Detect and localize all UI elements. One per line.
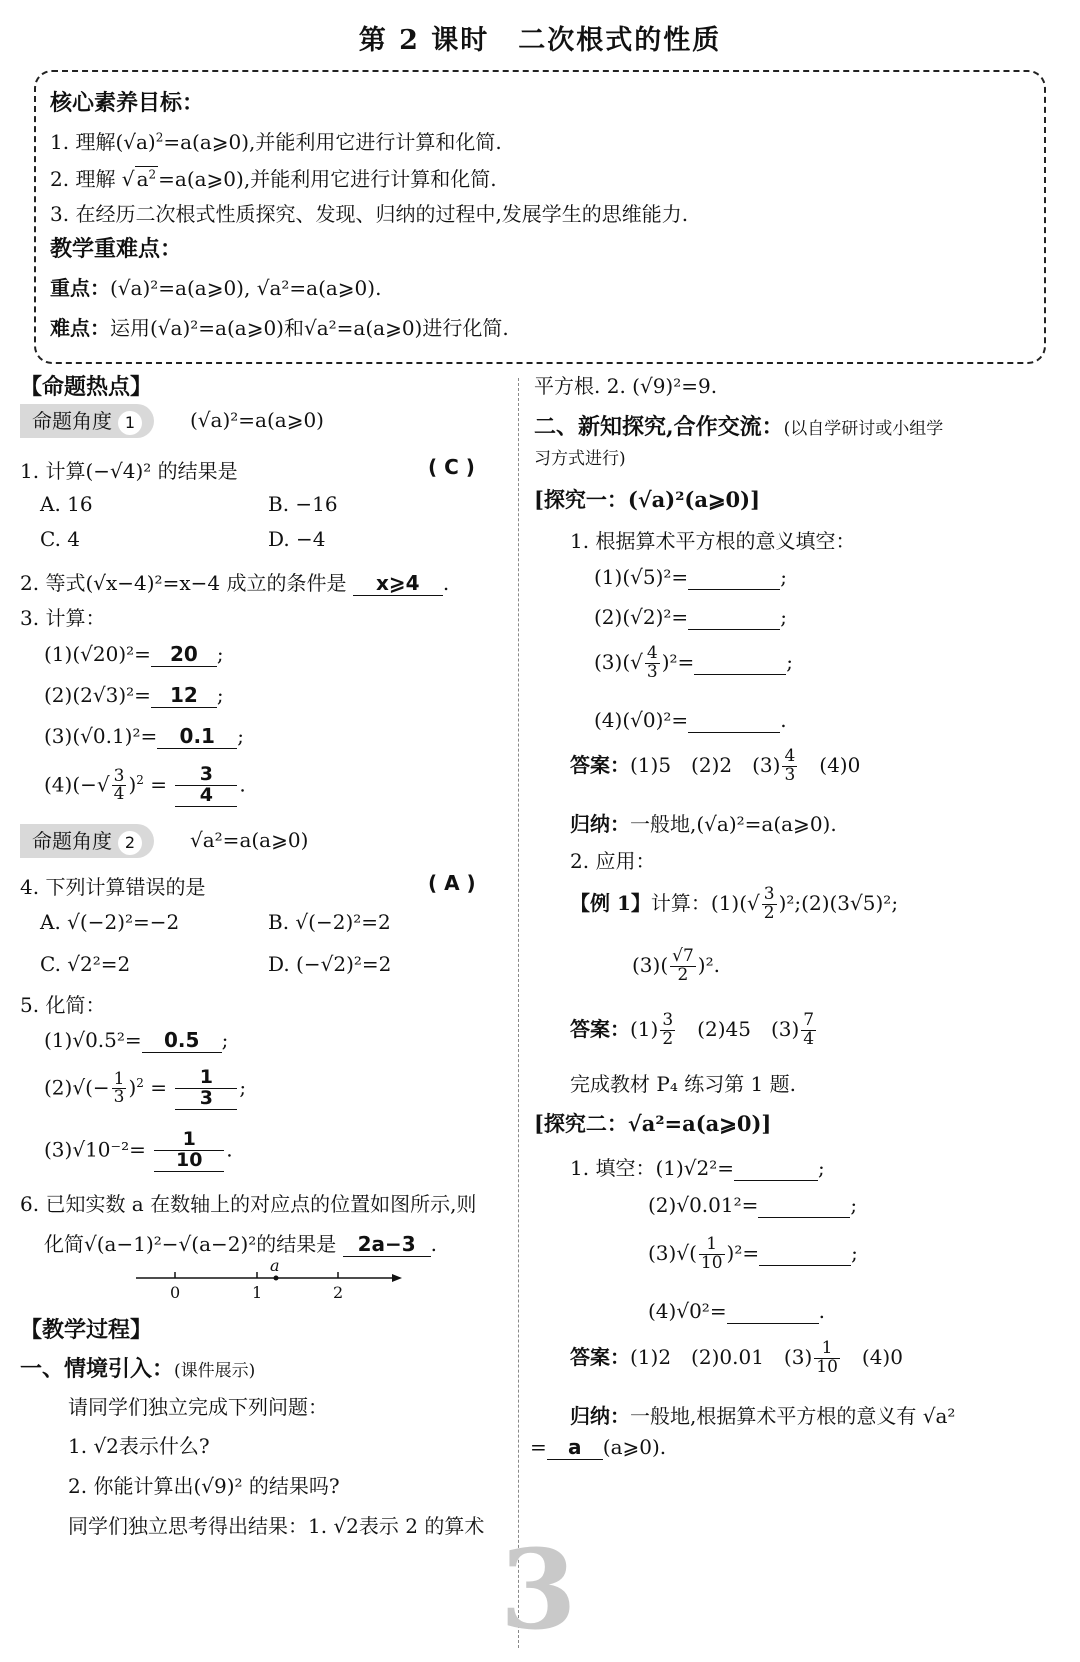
goal-3: 3. 在经历二次根式性质探究、发现、归纳的过程中,发展学生的思维能力.	[50, 202, 689, 226]
q4-option-b: B. √(−2)²=2	[268, 910, 391, 934]
q4-option-c: C. √2²=2	[40, 952, 131, 976]
q1-text: 1. 计算(−√4)² 的结果是	[20, 459, 238, 483]
q6-answer: 2a−3	[343, 1232, 431, 1257]
numline-label-2: 2	[333, 1283, 344, 1302]
hot-heading: 【命题热点】	[20, 374, 153, 400]
explore-2-heading: [探究二：√a²=a(a⩾0)]	[534, 1111, 772, 1136]
apply-heading: 2. 应用：	[570, 849, 656, 873]
explore-2-item-1: 1. 填空：(1)√2²= ;	[570, 1156, 825, 1180]
q3-text: 3. 计算：	[20, 606, 106, 630]
q5-text: 5. 化简：	[20, 993, 106, 1017]
key-point: 重点：(√a)²=a(a⩾0), √a²=a(a⩾0).	[50, 276, 382, 300]
example-1: 【例 1】计算：(1)(√ $\frac{3}{2}$ )²;(2)(3√5)²;	[570, 884, 899, 923]
explore-1-item-3: (3)(√ $\frac{4}{3}$ )²= ;	[594, 643, 794, 682]
numline-label-1: 1	[252, 1283, 263, 1302]
angle-2-badge: 命题角度 2	[20, 824, 154, 858]
explore-2-item-2: (2)√0.01²= ;	[648, 1193, 858, 1217]
q3-3: (3)(√0.1)²= 0.1 ;	[44, 724, 245, 748]
summary-2-answer: a	[547, 1435, 603, 1460]
numline-label-0: 0	[170, 1283, 181, 1302]
intro-p2: 1. √2表示什么?	[68, 1434, 210, 1458]
explore-1-heading: [探究一：(√a)²(a⩾0)]	[534, 487, 761, 512]
angle-1-badge: 命题角度 1	[20, 404, 154, 438]
q4-answer: ( A )	[428, 871, 476, 895]
goals-heading: 核心素养目标：	[50, 90, 205, 116]
q5-1: (1)√0.5²= 0.5 ;	[44, 1028, 229, 1052]
summary-2: 归纳：一般地,根据算术平方根的意义有 √a²	[570, 1404, 956, 1428]
summary-1: 归纳：一般地,(√a)²=a(a⩾0).	[570, 812, 837, 836]
q4-text: 4. 下列计算错误的是	[20, 875, 206, 899]
q1-option-d: D. −4	[268, 527, 326, 551]
angle-2-formula: √a²=a(a⩾0)	[190, 828, 309, 852]
numline-label-a: a	[270, 1256, 280, 1275]
explore-2-item-3: (3)√( $\frac{1}{10}$ )²= ;	[648, 1234, 858, 1273]
q3-4: (4)(−√ $\frac{3}{4}$ )$^2$ = $\frac{3}{4}$ .	[44, 763, 246, 806]
page-title: 第 2 课时 二次根式的性质	[358, 25, 722, 56]
angle-1-formula: (√a)²=a(a⩾0)	[190, 408, 324, 432]
explore-1-item-2: (2)(√2)²= ;	[594, 605, 787, 629]
page-number: 3	[500, 1525, 577, 1654]
goal-1: 1. 理解$(√a)^2=a(a⩾0)$,并能利用它进行计算和化简.	[50, 130, 502, 154]
difficulty-heading: 教学重难点：	[50, 236, 183, 262]
q1-answer: ( C )	[428, 455, 475, 479]
q6-line2: 化简√(a−1)²−√(a−2)²的结果是 2a−3 .	[44, 1232, 438, 1256]
explore-1-item-4: (4)(√0)²= .	[594, 708, 787, 732]
q4-option-a: A. √(−2)²=−2	[40, 910, 180, 934]
new-knowledge-note: 习方式进行)	[534, 449, 626, 469]
explore-1-item-1: (1)(√5)²= ;	[594, 565, 787, 589]
right-continuation: 平方根. 2. (√9)²=9.	[534, 374, 718, 398]
new-knowledge-heading: 二、新知探究,合作交流：(以自学研讨或小组学	[534, 414, 944, 440]
intro-p4: 同学们独立思考得出结果：1. √2表示 2 的算术	[68, 1514, 485, 1538]
explore-2-answer: 答案：(1)2 (2)0.01 (3) $\frac{1}{10}$ (4)0	[570, 1338, 903, 1377]
intro-p1: 请同学们独立完成下列问题：	[68, 1395, 328, 1419]
process-heading: 【教学过程】	[20, 1317, 153, 1343]
intro-p3: 2. 你能计算出(√9)² 的结果吗?	[68, 1474, 340, 1498]
explore-1-answer: 答案：(1)5 (2)2 (3) $\frac{4}{3}$ (4)0	[570, 746, 861, 785]
column-divider	[518, 378, 519, 1648]
q1-option-b: B. −16	[268, 492, 338, 516]
summary-2-result: = a (a⩾0).	[530, 1435, 667, 1459]
q5-3: (3)√10⁻²= $\frac{1}{10}$ .	[44, 1128, 233, 1171]
q5-2: (2)√(− $\frac{1}{3}$ )$^2$ = $\frac{1}{3}$ ;	[44, 1066, 247, 1109]
q2-answer: x⩾4	[353, 571, 443, 596]
explore-1-question: 1. 根据算术平方根的意义填空：	[570, 529, 856, 553]
hard-point: 难点：运用(√a)²=a(a⩾0)和√a²=a(a⩾0)进行化简.	[50, 316, 509, 340]
point-a	[274, 1276, 279, 1281]
q4-option-d: D. (−√2)²=2	[268, 952, 392, 976]
textbook-exercise: 完成教材 P₄ 练习第 1 题.	[570, 1072, 796, 1096]
q6-line1: 6. 已知实数 a 在数轴上的对应点的位置如图所示,则	[20, 1192, 477, 1216]
explore-2-item-4: (4)√0²= .	[648, 1299, 825, 1323]
q3-1: (1)(√20)²= 20 ;	[44, 642, 224, 666]
q1-option-c: C. 4	[40, 527, 81, 551]
q3-2: (2)(2√3)²= 12 ;	[44, 683, 224, 707]
example-1-answer: 答案：(1) $\frac{3}{2}$ (2)45 (3) $\frac{7}{4}$	[570, 1010, 815, 1049]
q2-text: 2. 等式(√x−4)²=x−4 成立的条件是 x⩾4 .	[20, 571, 450, 595]
intro-heading: 一、情境引入：(课件展示)	[20, 1356, 256, 1382]
example-1-part-3: (3)( $\frac{√7}{2}$ )².	[632, 946, 720, 985]
goal-2: 2. 理解 √ $a^2$ =a(a⩾0),并能利用它进行计算和化简.	[50, 167, 497, 191]
q1-option-a: A. 16	[40, 492, 93, 516]
